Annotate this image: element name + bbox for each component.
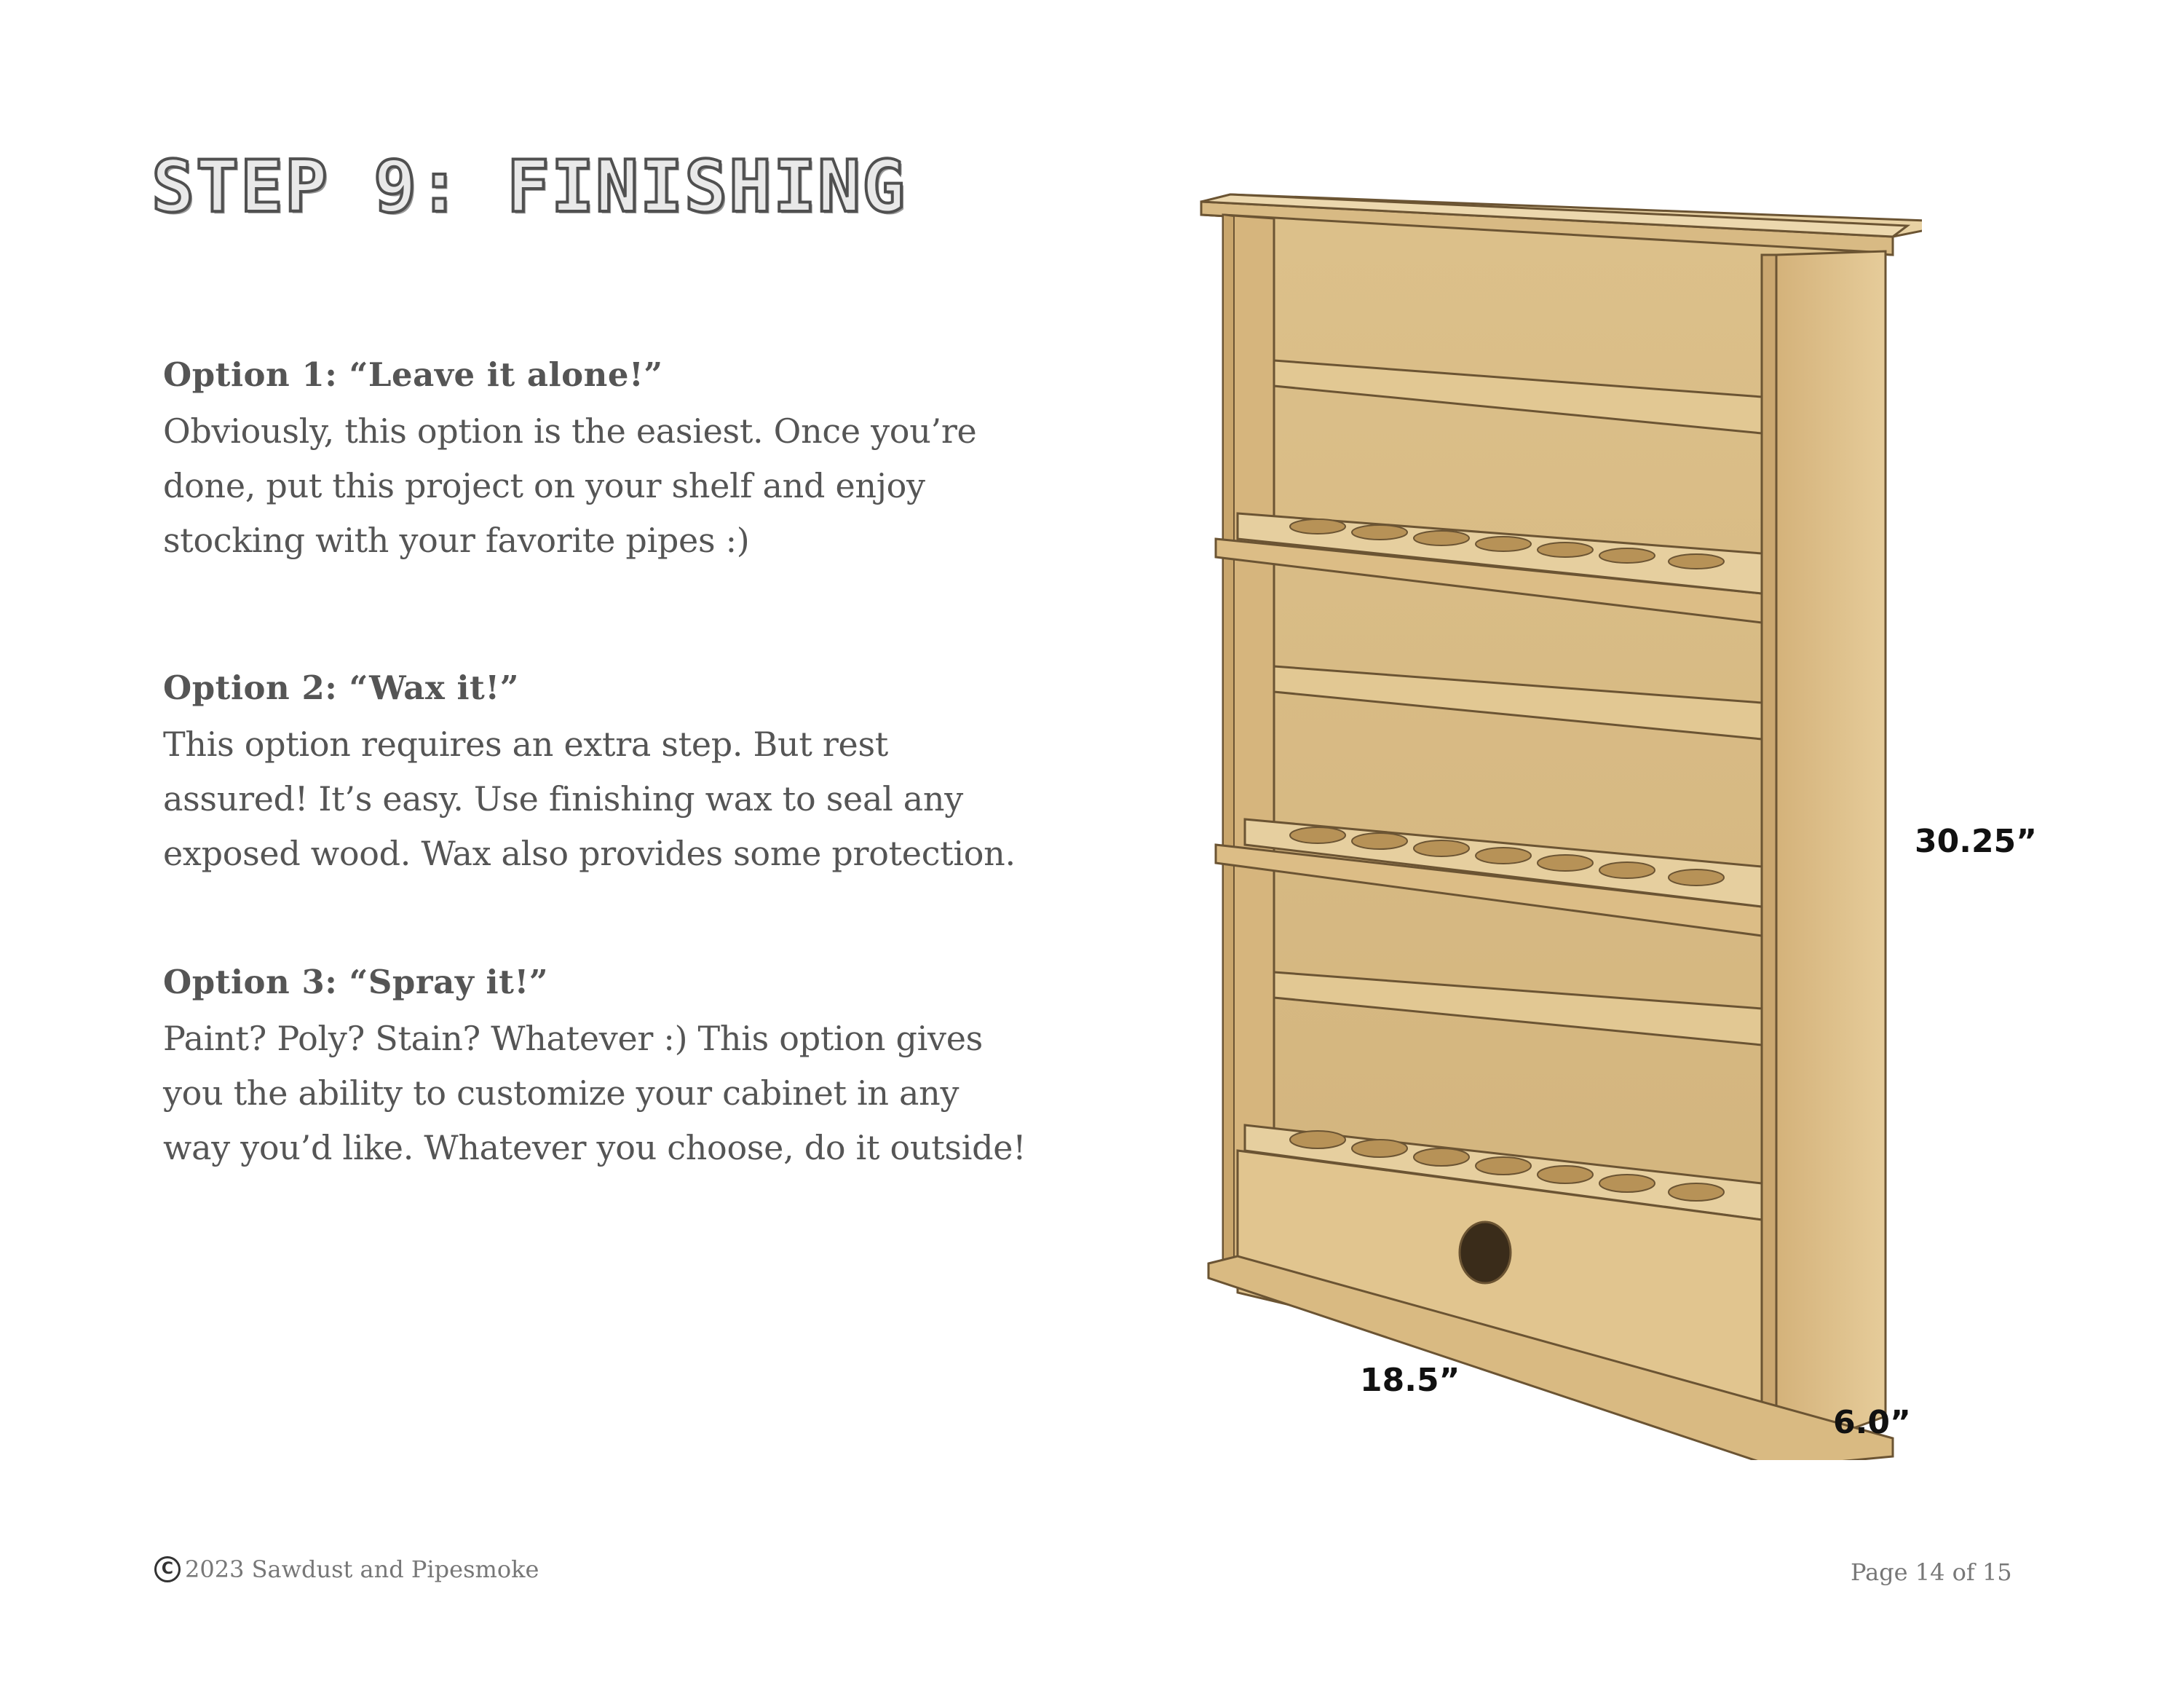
option-1 bbox=[163, 355, 1073, 568]
page-number: Page 14 of 15 bbox=[1851, 1558, 2012, 1586]
option-text: Obviously, this option is the easiest. Once you’re done, put this project on your shelf and enjoy stocking with your favorite pipes :) bbox=[163, 411, 977, 560]
option-text: Paint? Poly? Stain? Whatever :) This option gives you the ability to customize your cabinet in any way you’d like. Whatever you choose, do it outside! bbox=[163, 1019, 1026, 1167]
page-title: STEP 9: FINISHING bbox=[151, 146, 907, 229]
option-text: This option requires an extra step. But rest assured! It’s easy. Use finishing wax to seal any exposed wood. Wax also provides some protection. bbox=[163, 725, 1016, 873]
dimension-height: 30.25” bbox=[1915, 823, 2038, 860]
option-3 bbox=[163, 963, 1073, 1175]
option-2 bbox=[163, 669, 1073, 881]
option-heading: Option 3: “Spray it!” bbox=[163, 963, 549, 1001]
copyright-text: 2023 Sawdust and Pipesmoke bbox=[185, 1555, 539, 1583]
option-heading: Option 1: “Leave it alone!” bbox=[163, 355, 663, 394]
option-heading: Option 2: “Wax it!” bbox=[163, 669, 519, 707]
dimension-depth: 6.0” bbox=[1833, 1404, 1911, 1441]
copyright-footer bbox=[154, 1555, 539, 1583]
copyright-icon: C bbox=[154, 1556, 181, 1582]
dimension-width: 18.5” bbox=[1360, 1362, 1460, 1399]
pipe-cabinet-illustration bbox=[1194, 186, 1922, 1460]
